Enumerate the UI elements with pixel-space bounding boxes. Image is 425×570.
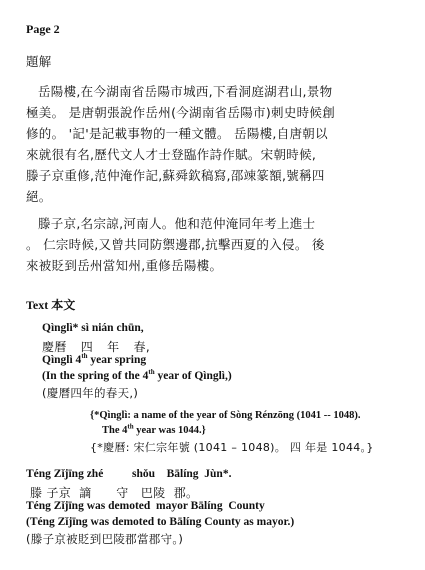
section-1-translation [42, 370, 232, 382]
text-heading: Text 本文 [26, 298, 76, 312]
section-1-chinese: 慶曆 四 年 春, [42, 340, 150, 354]
section-1-note-zh: {*慶曆: 宋仁宗年號 (1041 – 1048)。 四 年是 1044。} [90, 441, 374, 454]
text-line: 極美。 是唐朝張說作岳州(今湖南省岳陽市)刺史時候創 [26, 105, 336, 120]
text-line: 絕。 [26, 189, 52, 204]
section-1-chinese-translation: (慶曆四年的春天,) [42, 386, 139, 400]
section-1-note-en-1: {*Qìnglì: a name of the year of Sòng Rénzōng (1041 -- 1048). [90, 410, 361, 421]
page-label: Page 2 [26, 22, 60, 36]
intro-heading: 題解 [26, 54, 52, 69]
text-fragment: (In the spring of the 4 [42, 370, 149, 382]
section-2-english: Téng Zǐjīng was demoted mayor Bālíng County [26, 500, 265, 512]
ordinal-suffix: th [81, 352, 88, 361]
ordinal-suffix: th [148, 368, 155, 377]
text-fragment: The 4 [102, 425, 128, 436]
text-line: 來就很有名,歷代文人才士登臨作詩作賦。宋朝時候, [26, 147, 317, 162]
text-line: 。 仁宗時候,又曾共同防禦邊郡,抗擊西夏的入侵。 後 [26, 237, 325, 252]
text-fragment: year was 1044.} [133, 425, 206, 436]
text-fragment: Qìnglì 4 [42, 354, 82, 366]
text-line: 滕子京,名宗諒,河南人。他和范仲淹同年考上進士 [38, 216, 316, 231]
section-1-note-en-2 [102, 422, 206, 436]
text-fragment: year of Qìnglì,) [154, 370, 232, 382]
text-line: 來被貶到岳州當知州,重修岳陽樓。 [26, 258, 223, 273]
section-2-pinyin: Téng Zǐjīng zhé shǒu Bālíng Jùn*. [26, 468, 232, 480]
ordinal-suffix: th [127, 422, 134, 431]
text-line: 修的。 '記'是記載事物的一種文體。 岳陽樓,自唐朝以 [26, 126, 328, 141]
section-2-chinese-translation: (滕子京被貶到巴陵郡當郡守。) [26, 532, 184, 546]
section-2-translation: (Téng Zǐjīng was demoted to Bālíng County as mayor.) [26, 516, 295, 528]
text-fragment: year spring [87, 354, 147, 366]
section-2-chinese: 滕 子京 謫 守 巴陵 郡。 [30, 486, 199, 500]
section-1-pinyin: Qìnglì* sì nián chūn, [42, 322, 144, 334]
text-line: 岳陽樓,在今湖南省岳陽市城西,下看洞庭湖君山,景物 [38, 84, 333, 99]
text-line: 滕子京重修,范仲淹作記,蘇舜欽稿寫,邵竦篆額,號稱四 [26, 168, 325, 183]
section-1-english [42, 354, 146, 366]
